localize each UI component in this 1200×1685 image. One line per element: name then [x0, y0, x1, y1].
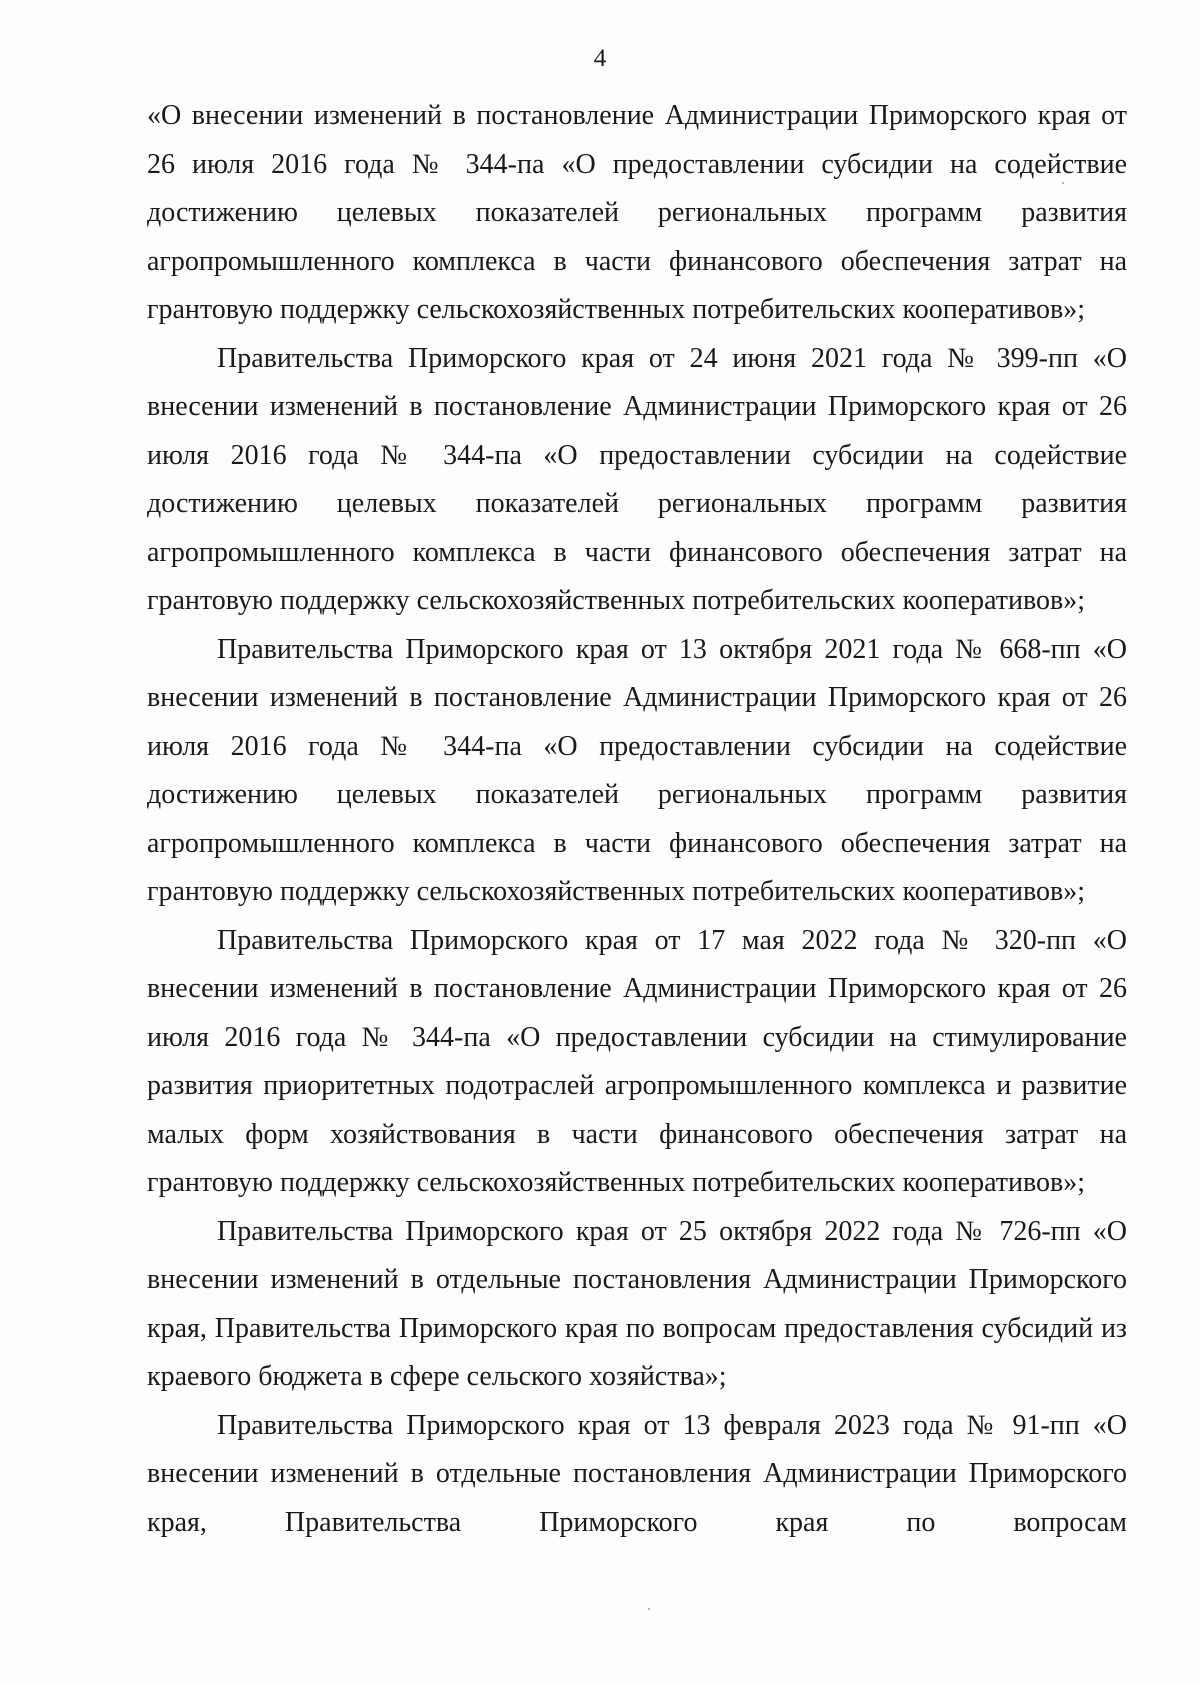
scan-speck — [1062, 182, 1064, 184]
document-body — [147, 92, 1127, 1547]
paragraph-decree-668-pp: Правительства Приморского края от 13 октября 2021 года № 668-пп «О внесении изменений в постановление Администрации Приморского края от 26 июля 2016 года № 344-па «О предоставлении субсидии на содействие достижению целевых показателей региональных программ развития агропромышленного комплекса в части финансового обеспечения затрат на грантовую поддержку сельскохозяйственных потребительских кооперативов»; — [147, 633, 1127, 907]
paragraph-decree-726-pp: Правительства Приморского края от 25 октября 2022 года № 726-пп «О внесении изменений в отдельные постановления Администрации Приморского края, Правительства Приморского края по вопросам предоставления субсидий из краевого бюджета в сфере сельского хозяйства»; — [147, 1215, 1127, 1392]
scan-speck — [648, 1608, 650, 1610]
paragraph-decree-91-pp: Правительства Приморского края от 13 февраля 2023 года № 91-пп «О внесении изменений в отдельные постановления Администрации Приморского края, Правительства Приморского края по вопросам — [147, 1409, 1127, 1538]
paragraph-decree-399-pp: Правительства Приморского края от 24 июня 2021 года № 399-пп «О внесении изменений в постановление Администрации Приморского края от 26 июля 2016 года № 344-па «О предоставлении субсидии на содействие достижению целевых показателей региональных программ развития агропромышленного комплекса в части финансового обеспечения затрат на грантовую поддержку сельскохозяйственных потребительских кооперативов»; — [147, 342, 1127, 616]
page-number: 4 — [593, 45, 607, 72]
paragraph-amendment-continuation: «О внесении изменений в постановление Администрации Приморского края от 26 июля 2016 года № 344-па «О предоставлении субсидии на содействие достижению целевых показателей региональных программ развития агропромышленного комплекса в части финансового обеспечения затрат на грантовую поддержку сельскохозяйственных потребительских кооперативов»; — [147, 100, 1127, 325]
paragraph-decree-320-pp: Правительства Приморского края от 17 мая 2022 года № 320-пп «О внесении изменений в постановление Администрации Приморского края от 26 июля 2016 года № 344-па «О предоставлении субсидии на стимулирование развития приоритетных подотраслей агропромышленного комплекса и развитие малых форм хозяйствования в части финансового обеспечения затрат на грантовую поддержку сельскохозяйственных потребительских кооперативов»; — [147, 924, 1127, 1198]
